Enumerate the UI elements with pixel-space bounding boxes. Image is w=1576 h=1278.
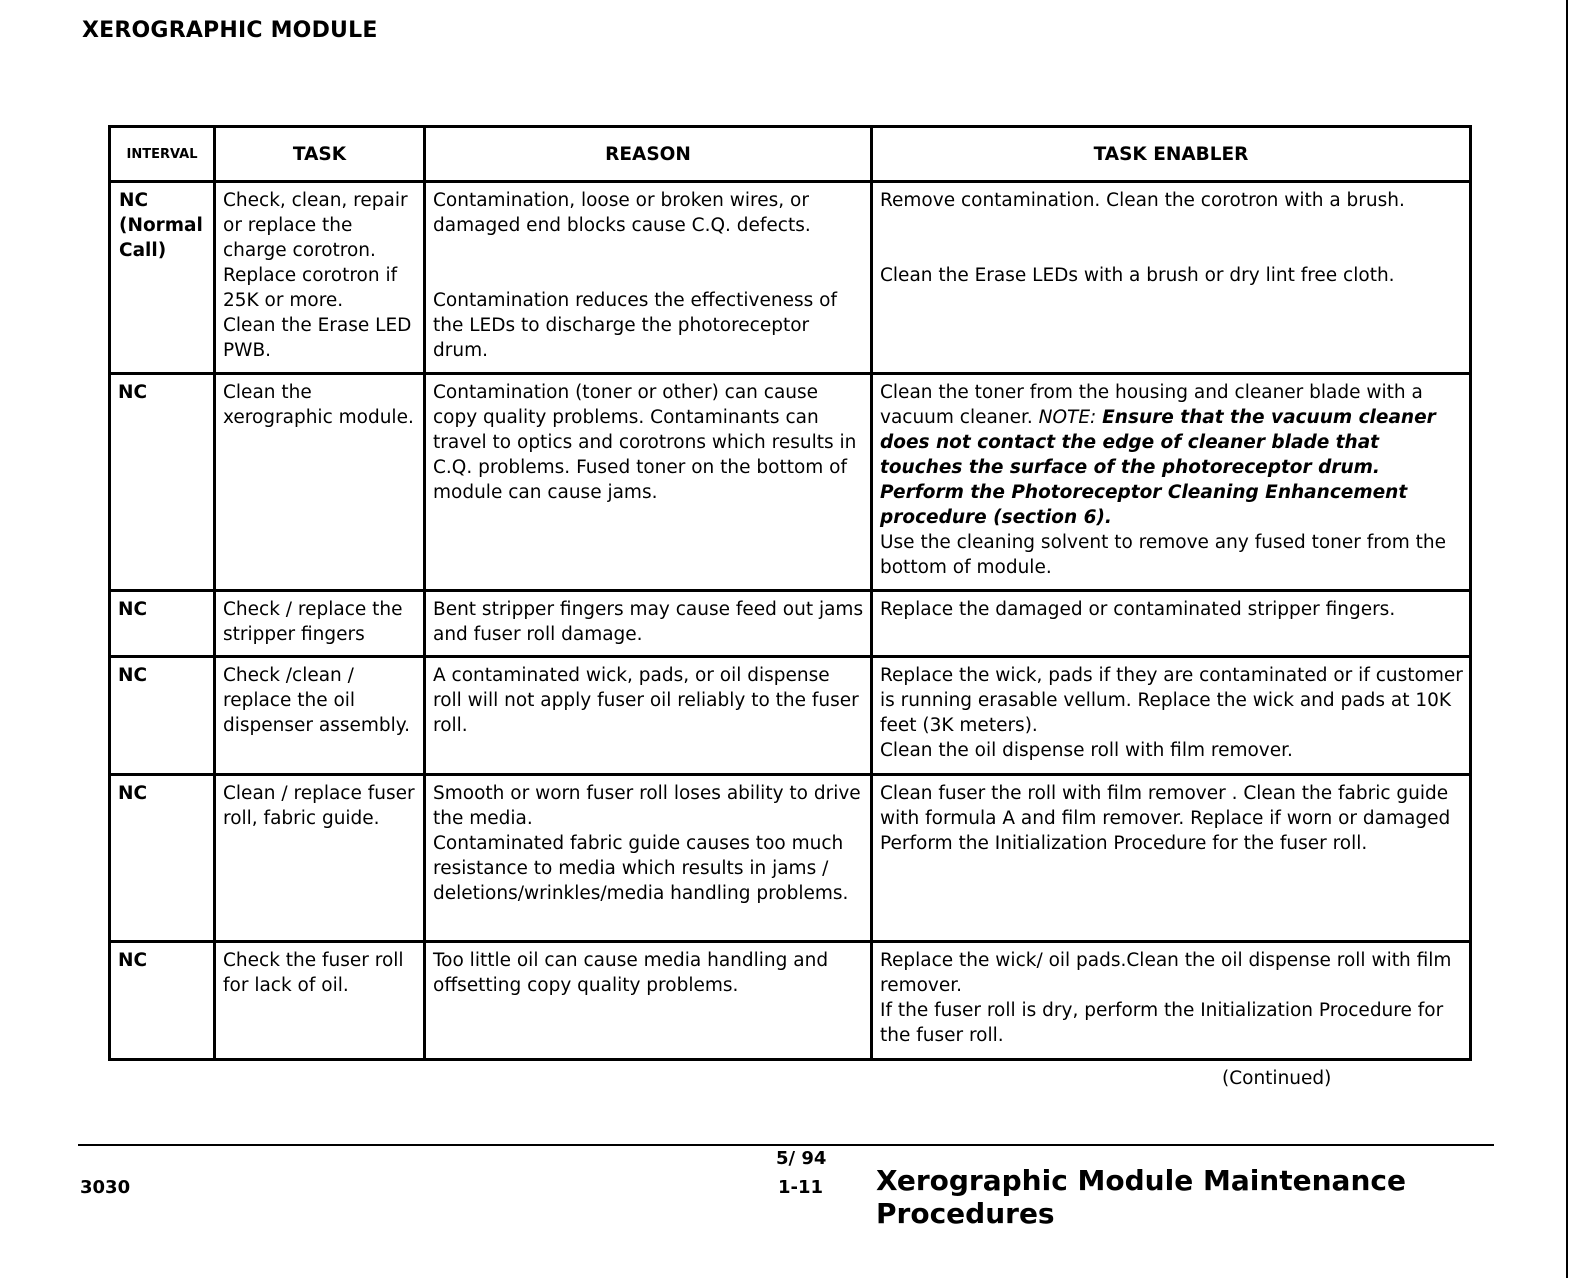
footer-model-number: 3030 xyxy=(80,1177,131,1198)
table-header-row xyxy=(110,127,1471,182)
reason-cell: A contaminated wick, pads, or oil dispense roll will not apply fuser oil reliably to the fuser roll. xyxy=(425,657,872,775)
enabler-text: Replace the wick/ oil pads.Clean the oil dispense roll with film remover. xyxy=(880,950,1452,996)
task-cell: Check, clean, repair or replace the charge corotron. Replace corotron if 25K or more. Clean the Erase LED PWB. xyxy=(215,182,425,374)
page-header-title: XEROGRAPHIC MODULE xyxy=(82,18,378,43)
column-header-task: TASK xyxy=(215,127,425,182)
interval-cell: NC xyxy=(110,657,215,775)
task-cell: Check /clean / replace the oil dispenser assembly. xyxy=(215,657,425,775)
table-row xyxy=(110,775,1471,942)
task-enabler-cell xyxy=(872,942,1471,1060)
reason-text: Contamination, loose or broken wires, or damaged end blocks cause C.Q. defects. xyxy=(433,190,811,236)
enabler-text: Clean fuser the roll with film remover . Clean the fabric guide with formula A and film remover. Replace if worn or damaged xyxy=(880,783,1451,829)
enabler-emphasis-text: Perform the Photoreceptor Cleaning Enhancement procedure (section 6). xyxy=(880,482,1408,528)
column-header-reason: REASON xyxy=(425,127,872,182)
maintenance-table xyxy=(108,125,1472,1061)
task-enabler-cell xyxy=(872,657,1471,775)
table-row xyxy=(110,657,1471,775)
footer-divider xyxy=(78,1144,1494,1146)
reason-text: Smooth or worn fuser roll loses ability to drive the media. xyxy=(433,783,861,829)
enabler-text: Clean the oil dispense roll with film remover. xyxy=(880,740,1293,761)
table-row xyxy=(110,942,1471,1060)
task-enabler-cell xyxy=(872,775,1471,942)
spacer xyxy=(880,213,1463,263)
table-row xyxy=(110,374,1471,591)
reason-cell: Contamination (toner or other) can cause copy quality problems. Contaminants can travel to optics and corotrons which results in C.Q. problems. Fused toner on the bottom of module can cause jams. xyxy=(425,374,872,591)
footer-page-number: 1-11 xyxy=(778,1177,824,1198)
interval-text: NC (Normal Call) xyxy=(119,190,203,261)
reason-cell: Too little oil can cause media handling and offsetting copy quality problems. xyxy=(425,942,872,1060)
spacer xyxy=(433,238,864,288)
enabler-text: Remove contamination. Clean the corotron with a brush. xyxy=(880,190,1405,211)
enabler-text: If the fuser roll is dry, perform the Initialization Procedure for the fuser roll. xyxy=(880,1000,1444,1046)
interval-cell xyxy=(110,182,215,374)
enabler-text: Use the cleaning solvent to remove any fused toner from the bottom of module. xyxy=(880,532,1447,578)
reason-cell: Bent stripper fingers may cause feed out jams and fuser roll damage. xyxy=(425,591,872,657)
note-label: NOTE: xyxy=(1038,407,1097,428)
reason-text: Contamination reduces the effectiveness of the LEDs to discharge the photoreceptor drum. xyxy=(433,290,837,361)
footer-section-title: Xerographic Module Maintenance Procedures xyxy=(876,1164,1406,1230)
interval-cell: NC xyxy=(110,942,215,1060)
interval-cell: NC xyxy=(110,775,215,942)
task-enabler-cell xyxy=(872,182,1471,374)
enabler-text: Perform the Initialization Procedure for the fuser roll. xyxy=(880,833,1368,854)
task-cell: Clean / replace fuser roll, fabric guide. xyxy=(215,775,425,942)
task-cell: Check / replace the stripper fingers xyxy=(215,591,425,657)
interval-cell: NC xyxy=(110,374,215,591)
footer-date: 5/ 94 xyxy=(776,1148,827,1169)
reason-cell xyxy=(425,182,872,374)
interval-cell: NC xyxy=(110,591,215,657)
task-cell: Check the fuser roll for lack of oil. xyxy=(215,942,425,1060)
table-row xyxy=(110,591,1471,657)
enabler-text: Clean the toner from the housing and cleaner blade with a vacuum cleaner. xyxy=(880,382,1423,428)
task-cell: Clean the xerographic module. xyxy=(215,374,425,591)
task-enabler-cell xyxy=(872,374,1471,591)
reason-cell xyxy=(425,775,872,942)
note-text: Ensure that the vacuum cleaner does not contact the edge of cleaner blade that touches the surface of the photoreceptor drum. xyxy=(880,407,1436,478)
table-row xyxy=(110,182,1471,374)
enabler-text: Clean the Erase LEDs with a brush or dry lint free cloth. xyxy=(880,265,1395,286)
column-header-task-enabler: TASK ENABLER xyxy=(872,127,1471,182)
continued-label: (Continued) xyxy=(1222,1068,1332,1089)
task-enabler-cell: Replace the damaged or contaminated stripper fingers. xyxy=(872,591,1471,657)
column-header-interval: INTERVAL xyxy=(110,127,215,182)
enabler-text: Replace the wick, pads if they are contaminated or if customer is running erasable vellum. Replace the wick and pads at 10K feet (3K meters). xyxy=(880,665,1463,736)
reason-text: Contaminated fabric guide causes too much resistance to media which results in jams / deletions/wrinkles/media handling problems. xyxy=(433,833,849,904)
